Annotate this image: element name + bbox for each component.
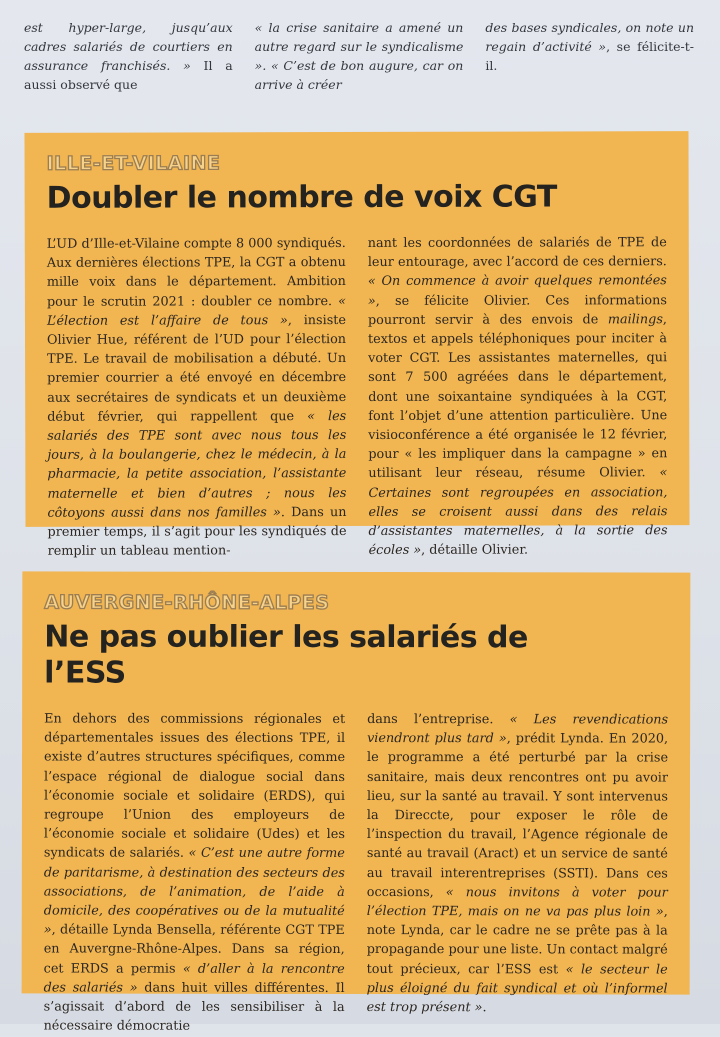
top-column-1 <box>24 18 233 94</box>
body-text: dans l’entreprise. <box>367 712 510 728</box>
article-box-ille-et-vilaine <box>24 131 689 560</box>
quote-text: « nous invitons à voter pour l’élection TPE, mais on ne va pas plus loin » <box>366 884 668 920</box>
quote-text: « Les revendications viendront plus tard » <box>367 712 669 747</box>
body-text: , textos et appels téléphoniques pour inciter à voter CGT. Les assistantes maternelles, qui sont 7 500 agréées dans le département, dont une soixantaine syndiquées à la CGT, font l’objet d’une attention particulière. Une visioconférence a été organisée le 12 février, pour « les impliquer dans la campagne » en utilisant leur réseau, résume Olivier. <box>368 312 668 482</box>
body-text: nant les coordonnées de salariés de TPE de leur entourage, avec l’accord de ces derniers. <box>367 235 667 271</box>
quote-text: est hyper-large, jusqu’aux cadres salariés de courtiers en assurance franchisés. » <box>24 20 233 73</box>
article-column-right <box>368 233 668 560</box>
article-box-auvergne-rhone-alpes <box>22 571 691 1034</box>
article-column-left <box>44 709 346 1036</box>
body-text: L’UD d’Ille-et-Vilaine compte 8 000 syndiqués. Aux dernières élections TPE, la CGT a obtenu mille voix dans le département. Ambition pour le scrutin 2021 : doubler ce nombre. <box>46 236 346 310</box>
quote-text: « la crise sanitaire a amené un autre regard sur le syndicalisme ». « C’est de bon augure, car on arrive à créer <box>254 20 464 92</box>
body-text: , détaille Lynda Bensella, référente CGT TPE en Auvergne-Rhône-Alpes. Dans sa région, cet ERDS a permis <box>43 922 345 977</box>
quote-text: « On commence à avoir quelques remontées » <box>367 273 667 309</box>
article-body <box>44 709 669 1037</box>
region-label: ILLE-ET-VILAINE <box>46 152 221 175</box>
top-column-3 <box>485 18 694 94</box>
quote-text: « C’est une autre forme de paritarisme, à destination des secteurs des associations, de l’animation, de l’aide à domicile, des coopératives ou de la mutualité » <box>43 846 345 938</box>
body-text: , note Lynda, car le cadre ne se prête pas à la propagande pour une liste. Un contact malgré tout précieux, car l’ESS est <box>366 904 668 978</box>
region-label: AUVERGNE-RHÔNE-ALPES <box>44 591 330 614</box>
quote-text: « d’aller à la rencontre des salariés » <box>43 961 345 996</box>
body-text: , se félicite Olivier. Ces informations pourront servir à des envois de <box>367 292 667 328</box>
quote-text: mailings <box>607 312 663 328</box>
body-text: , prédit Lynda. En 2020, le programme a été perturbé par la crise sanitaire, mais deux rencontres ont pu avoir lieu, sur la santé au travail. Y sont intervenus la Direccte, pour exposer le rôle de l’inspection du travail, l’Agence régionale de santé au travail (Aract) et un service de santé au travail interentreprises (SSTI). Dans ces occasions, <box>366 731 669 900</box>
article-column-right <box>367 710 669 1037</box>
body-text: Il a aussi observé que <box>24 58 233 92</box>
body-text: , détaille Olivier. <box>421 542 529 559</box>
body-text: , se félicite-t-il. <box>485 39 695 73</box>
quote-text: « le secteur le plus éloigné du fait syndical et où l’informel est trop présent » <box>366 962 668 1016</box>
quote-text: « Certaines sont regroupées en association, elles se croisent aussi dans des relais d’assistantes maternelles, à la sortie des écoles » <box>368 465 668 559</box>
quote-text: « les salariés des TPE sont avec nous tous les jours, à la boulangerie, chez le médecin, à la pharmacie, la petite association, l’assistante maternelle et bien d’autres ; nous les côtoyons aussi dans nos familles » <box>47 408 347 521</box>
quote-text: des bases syndicales, on note un regain d’activité » <box>485 20 695 54</box>
article-headline: Ne pas oublier les salariés de l’ESS <box>44 619 528 691</box>
article-body <box>47 233 668 561</box>
body-text: , insiste Olivier Hue, référent de l’UD pour l’élection TPE. Le travail de mobilisation a débuté. Un premier courrier a été envoyé en décembre aux secrétaires de syndicats et un deuxième début février, qui rappellent que <box>47 312 347 425</box>
article-column-left <box>47 234 347 561</box>
top-column-2 <box>255 18 464 94</box>
body-text: En dehors des commissions régionales et départementales issues des élections TPE, il existe d’autres structures spécifiques, comme l’espace régional de dialogue social dans l’économie sociale et solidaire (ERDS), qui regroupe l’Union des employeurs de l’économie sociale et solidaire (Udes) et les syndicats de salariés. <box>43 711 346 862</box>
quote-text: « L’élection est l’affaire de tous » <box>46 293 346 329</box>
body-text: . <box>482 1000 487 1016</box>
body-text: . Dans un premier temps, il s’agit pour les syndiqués de remplir un tableau mention- <box>47 504 347 560</box>
article-headline: Doubler le nombre de voix CGT <box>46 179 557 216</box>
previous-article-continuation <box>24 18 694 94</box>
body-text: dans huit villes différentes. Il s’agissait d’abord de les sensibiliser à la nécessaire démocratie <box>43 980 345 1034</box>
